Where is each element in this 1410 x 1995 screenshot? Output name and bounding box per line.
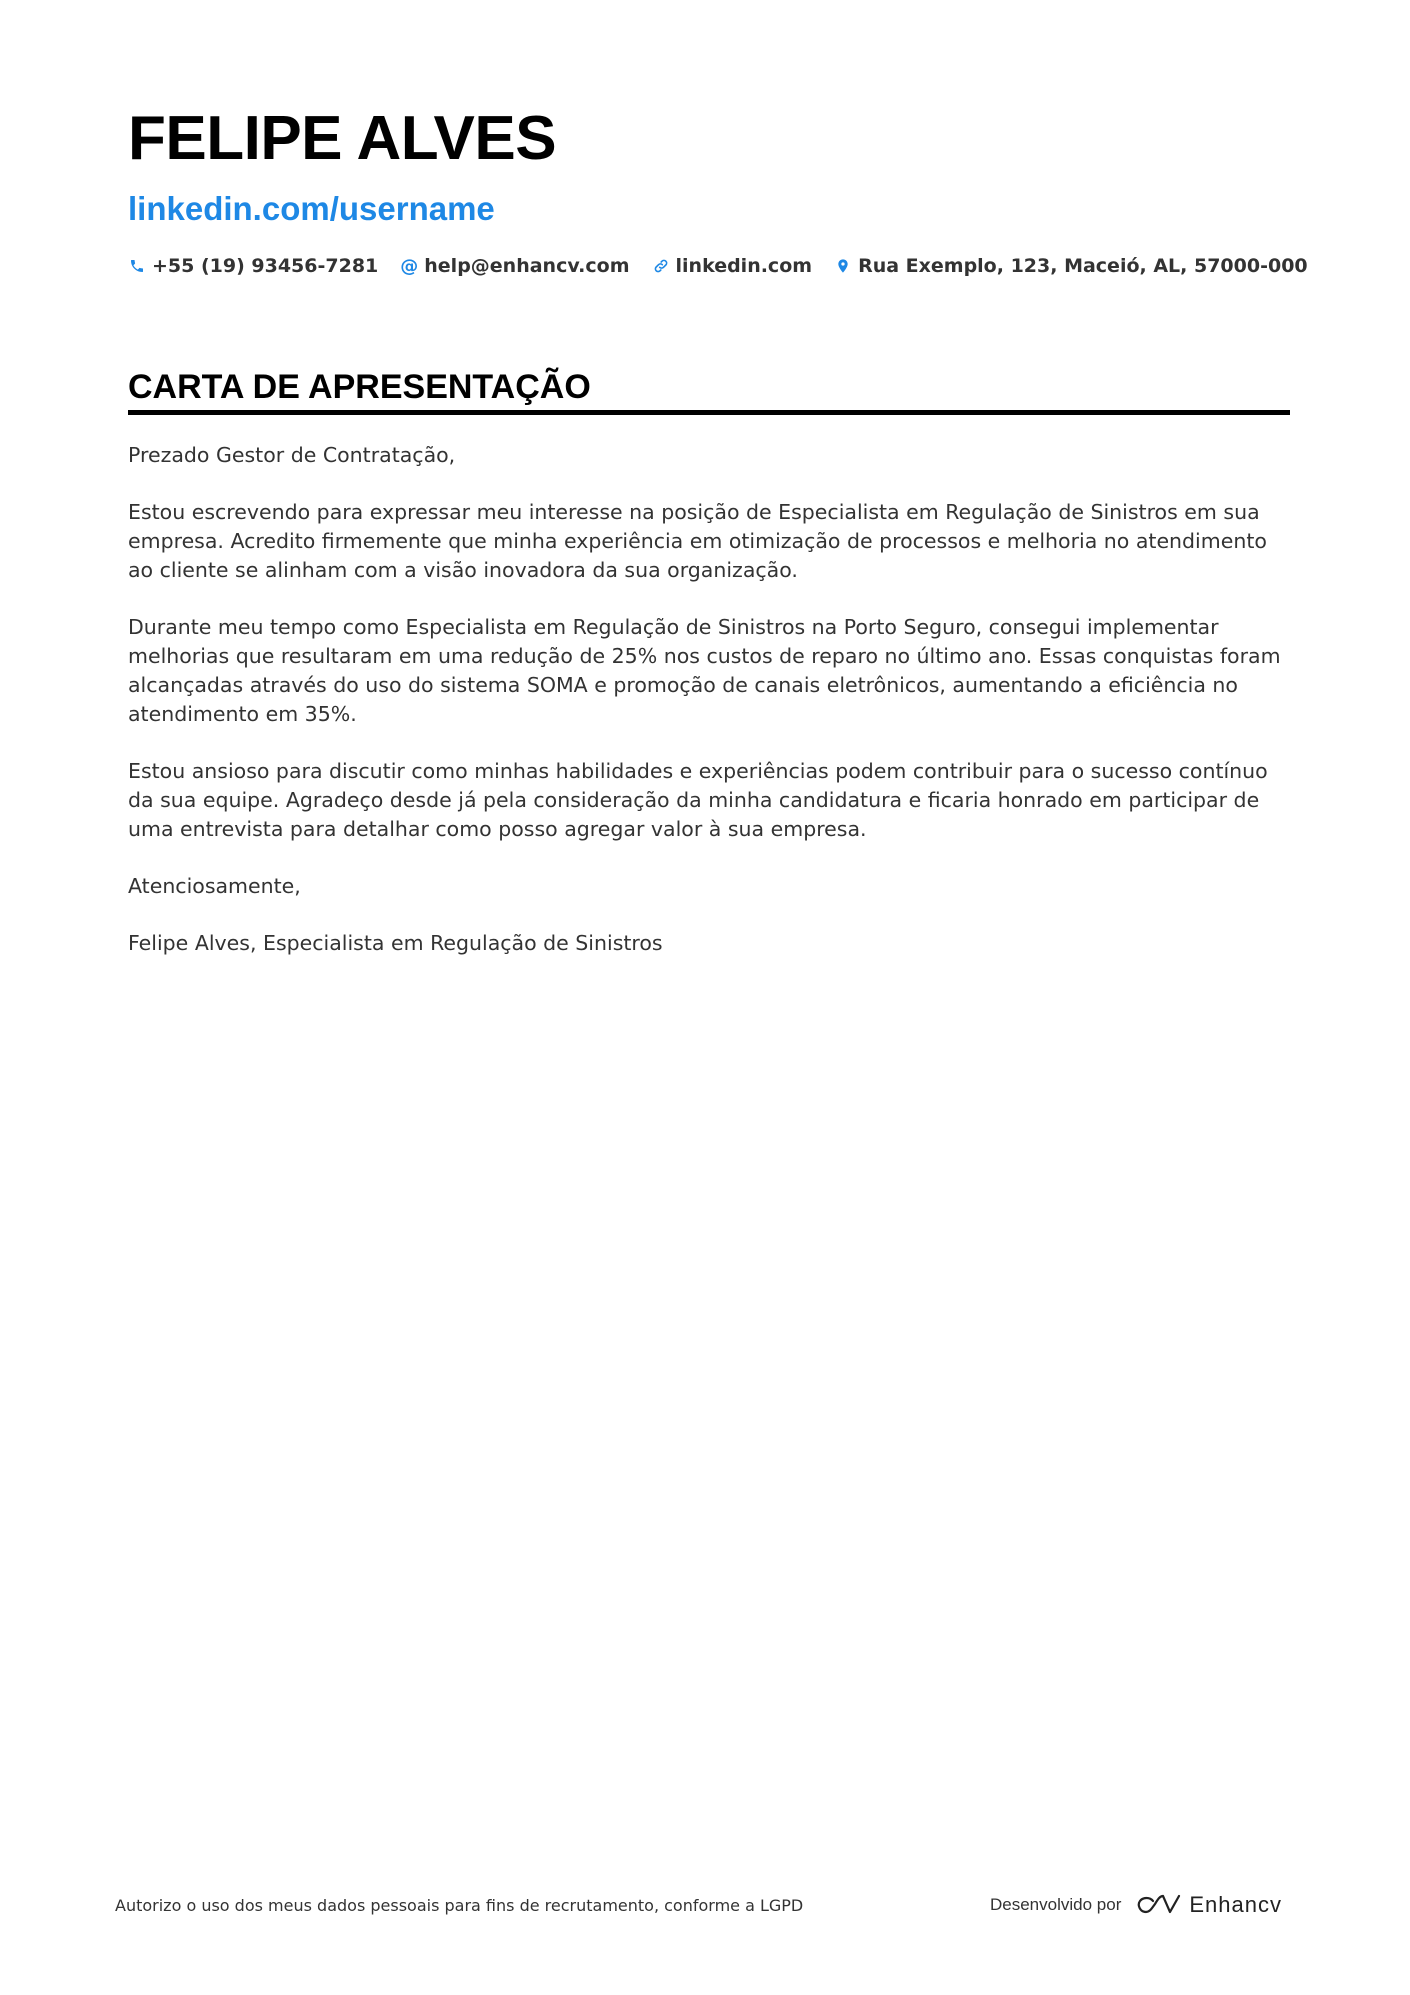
- letter-paragraph-3: Estou ansioso para discutir como minhas habilidades e experiências podem contribuir para o sucesso contínuo da sua equipe. Agradeço desde já pela consideração da minha candidatura e ficaria honrado em participar de uma entrevista para detalhar como posso agregar valor à sua empresa.: [128, 759, 1268, 841]
- enhancv-brand-name: Enhancv: [1189, 1892, 1282, 1917]
- enhancv-logo-icon: [1133, 1892, 1181, 1918]
- letter-body: [128, 441, 1293, 986]
- contact-address: [834, 255, 1308, 277]
- section-divider: [128, 410, 1290, 415]
- candidate-name: FELIPE ALVES: [128, 104, 557, 173]
- powered-by: [990, 1892, 1282, 1918]
- letter-signature: Felipe Alves, Especialista em Regulação de Sinistros: [128, 931, 663, 955]
- email-text: help@enhancv.com: [424, 255, 630, 277]
- letter-closing: Atenciosamente,: [128, 874, 301, 898]
- contact-bar: [128, 255, 1330, 277]
- linkedin-text: linkedin.com: [675, 255, 813, 277]
- powered-by-label: Desenvolvido por: [990, 1895, 1122, 1914]
- phone-text: +55 (19) 93456-7281: [152, 255, 379, 277]
- letter-paragraph-2: Durante meu tempo como Especialista em Regulação de Sinistros na Porto Seguro, consegui implementar melhorias que resultaram em uma redução de 25% nos custos de reparo no último ano. Essas conquistas foram alcançadas através do uso do sistema SOMA e promoção de canais eletrônicos, aumentando a eficiência no atendimento em 35%.: [128, 615, 1281, 726]
- address-text: Rua Exemplo, 123, Maceió, AL, 57000-000: [858, 255, 1308, 277]
- location-pin-icon: [834, 257, 852, 275]
- candidate-subtitle: linkedin.com/username: [128, 190, 495, 227]
- at-symbol: @: [400, 255, 419, 277]
- contact-linkedin: [652, 255, 813, 277]
- link-icon: [652, 257, 670, 275]
- phone-icon: [128, 257, 146, 275]
- contact-phone: [128, 255, 378, 277]
- contact-email: [400, 255, 629, 277]
- consent-note: Autorizo o uso dos meus dados pessoais para fins de recrutamento, conforme a LGPD: [115, 1896, 804, 1915]
- section-title: CARTA DE APRESENTAÇÃO: [128, 368, 591, 406]
- letter-greeting: Prezado Gestor de Contratação,: [128, 443, 456, 467]
- letter-paragraph-1: Estou escrevendo para expressar meu interesse na posição de Especialista em Regulação de Sinistros em sua empresa. Acredito firmemente que minha experiência em otimização de processos e melhoria no atendimento ao cliente se alinham com a visão inovadora da sua organização.: [128, 500, 1267, 582]
- at-icon: [400, 257, 418, 275]
